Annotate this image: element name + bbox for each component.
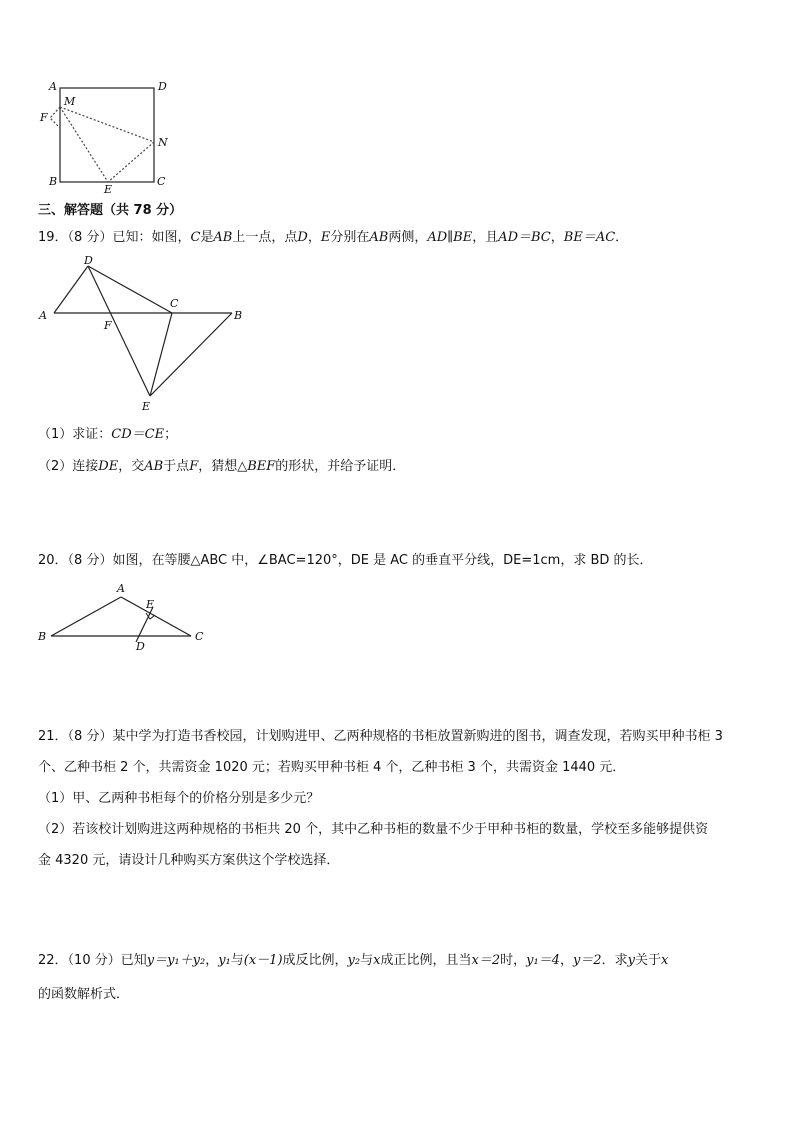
label-e: E	[142, 400, 151, 413]
segment-ba	[51, 597, 121, 636]
square-figure	[36, 78, 176, 198]
line-ne	[108, 142, 154, 182]
line-me	[60, 107, 108, 182]
segment-ce	[150, 313, 172, 396]
label-m: M	[64, 95, 76, 108]
segment-ad	[54, 266, 88, 313]
label-a: A	[117, 582, 125, 595]
segment-eb	[150, 313, 232, 396]
label-f: F	[104, 319, 112, 332]
label-d: D	[158, 80, 167, 93]
label-b: B	[38, 630, 47, 643]
segment-de	[88, 266, 150, 396]
q20-stem: 20．（8 分）如图，在等腰△ABC 中，∠BAC=120°，DE 是 AC 的垂直平分线，DE=1cm，求 BD 的长．	[38, 553, 653, 568]
label-f: F	[40, 111, 48, 124]
q22-stem-line2: 的函数解析式．	[38, 987, 130, 1002]
label-b: B	[49, 175, 58, 188]
label-n: N	[158, 136, 168, 149]
q19-figure	[36, 250, 256, 415]
label-c: C	[195, 630, 204, 643]
label-c: C	[157, 175, 166, 188]
q20-figure	[36, 580, 211, 655]
label-e: E	[146, 598, 155, 611]
label-e: E	[104, 183, 113, 196]
label-a: A	[49, 80, 57, 93]
q21-stem-line1: 21．（8 分）某中学为打造书香校园，计划购进甲、乙两种规格的书柜放置新购进的图书，调查发现，若购买甲种书柜 3	[38, 729, 723, 744]
q19-part1: （1）求证：CD＝CE；	[38, 427, 178, 442]
q21-part1: （1）甲、乙两种书柜每个的价格分别是多少元？	[38, 791, 320, 806]
fold-dashes	[50, 107, 60, 128]
q21-stem-line2: 个、乙种书柜 2 个，共需资金 1020 元；若购买甲种书柜 4 个，乙种书柜 3 个，共需资金 1440 元．	[38, 760, 626, 775]
q21-part2-line2: 金 4320 元，请设计几种购买方案供这个学校选择．	[38, 853, 340, 868]
q21-part2-line1: （2）若该校计划购进这两种规格的书柜共 20 个，其中乙种书柜的数量不少于甲种书柜的数量，学校至多能够提供资	[38, 822, 709, 837]
segment-de	[136, 607, 153, 642]
q19-part2: （2）连接DE，交AB于点F，猜想△BEF的形状，并给予证明．	[38, 459, 406, 474]
segment-dc	[88, 266, 172, 313]
label-a: A	[39, 309, 47, 322]
label-b: B	[234, 309, 243, 322]
line-mn	[60, 107, 154, 142]
segment-ac	[121, 597, 191, 636]
q22-stem-line1: 22．（10 分）已知y＝y₁＋y₂，y₁与(x－1)成反比例，y₂与x成正比例，且当x＝2时，y₁＝4，y＝2．求y关于x	[38, 953, 669, 968]
label-d: D	[84, 254, 93, 267]
q19-stem: 19．（8 分）已知：如图，C是AB上一点，点D，E分别在AB两侧，AD∥BE，且AD＝BC，BE＝AC．	[38, 230, 629, 245]
label-c: C	[170, 297, 179, 310]
label-d: D	[136, 640, 145, 653]
section-heading: 三、解答题（共 78 分）	[38, 203, 183, 218]
